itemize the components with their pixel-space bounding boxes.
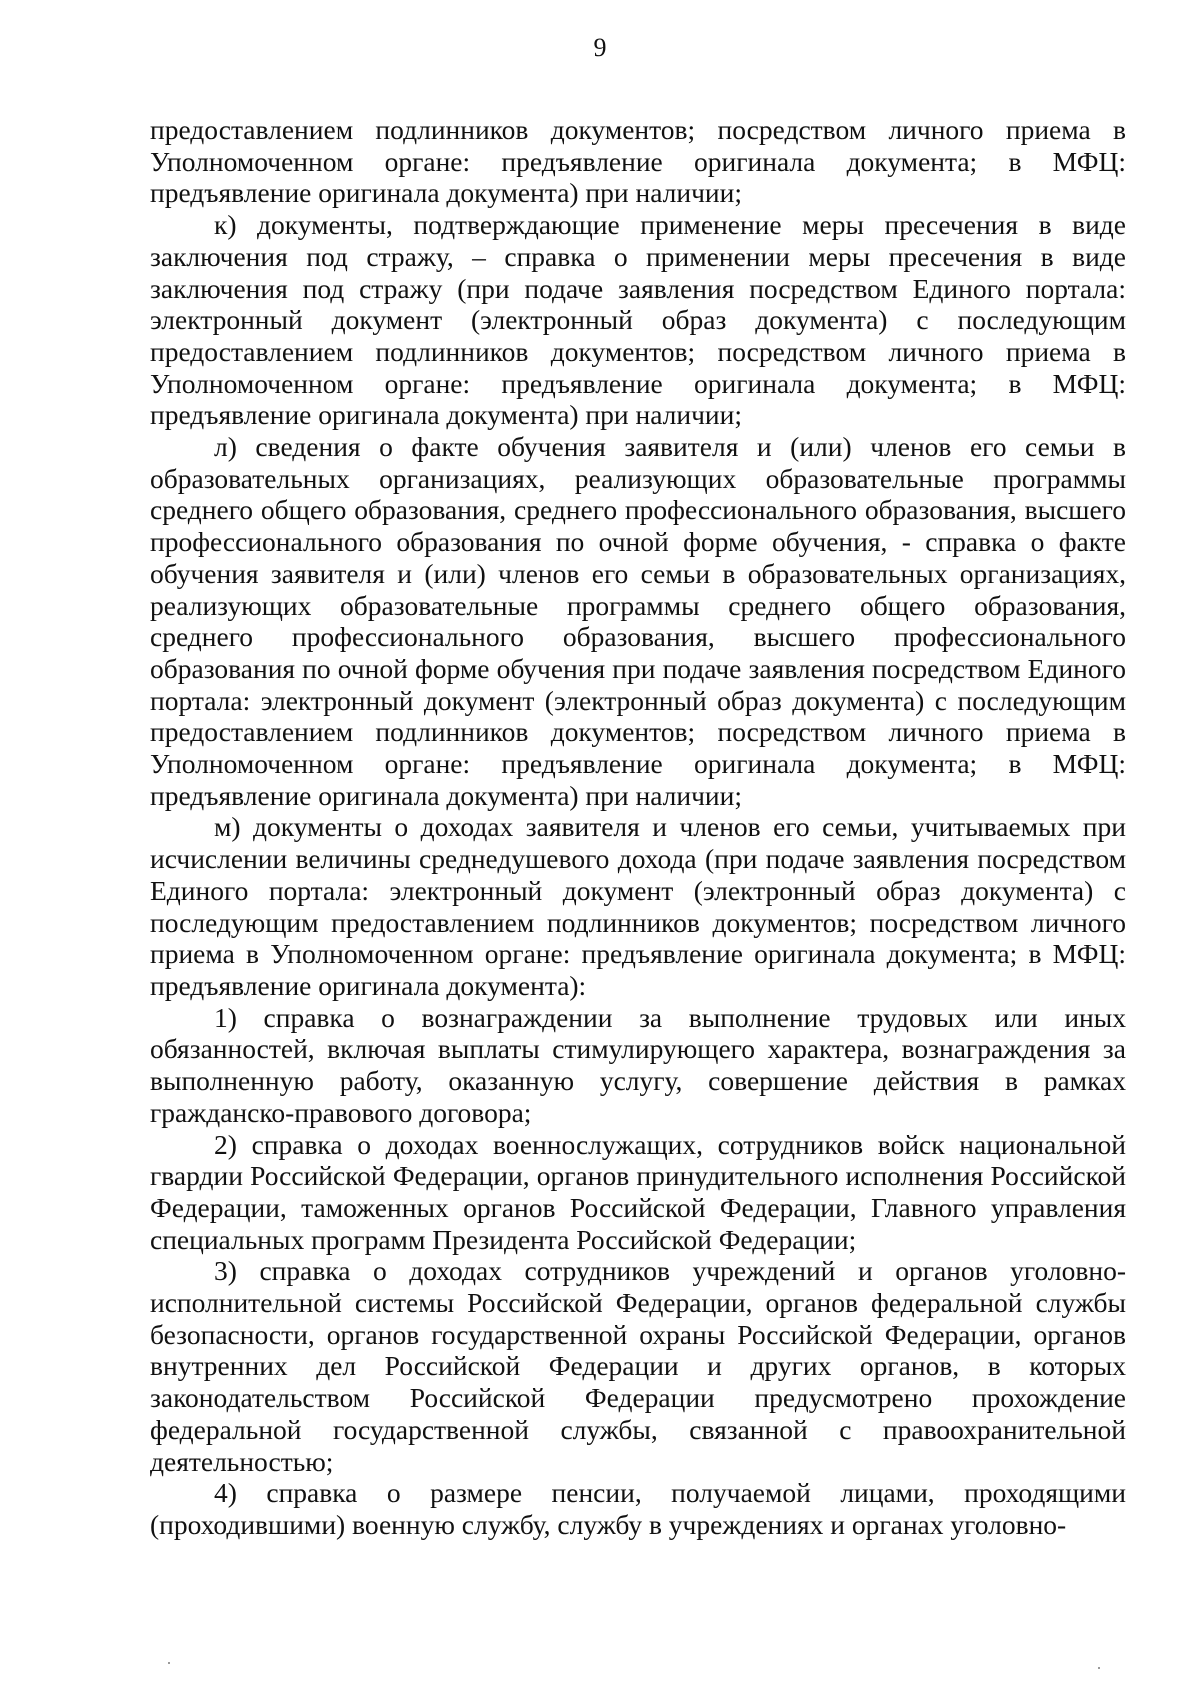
paragraph-continuation: предоставлением подлинников документов; посредством личного приема в Уполномоченном органе: предъявление оригинала документа; в МФЦ: предъявление оригинала документа) при наличии; [150, 114, 1126, 209]
paragraph-subitem-1: 1) справка о вознаграждении за выполнение трудовых или иных обязанностей, включая выплаты стимулирующего характера, вознаграждения за выполненную работу, оказанную услугу, совершение действия в рамках гражданско-правового договора; [150, 1001, 1126, 1128]
paragraph-item-k: к) документы, подтверждающие применение меры пресечения в виде заключения под стражу, – справка о применении меры пресечения в виде заключения под стражу (при подаче заявления посредством Единого портала: электронный документ (электронный образ документа) с последующим предоставлением подлинников документов; посредством личного приема в Уполномоченном органе: предъявление оригинала документа; в МФЦ: предъявление оригинала документа) при наличии; [150, 209, 1126, 431]
scan-speck-left [168, 1662, 170, 1664]
page-number: 9 [593, 33, 607, 62]
paragraph-subitem-2: 2) справка о доходах военнослужащих, сотрудников войск национальной гвардии Российской Федерации, органов принудительного исполнения Российской Федерации, таможенных органов Российской Федерации, Главного управления специальных программ Президента Российской Федерации; [150, 1128, 1126, 1255]
paragraph-item-m: м) документы о доходах заявителя и членов его семьи, учитываемых при исчислении величины среднедушевого дохода (при подаче заявления посредством Единого портала: электронный документ (электронный образ документа) с последующим предоставлением подлинников документов; посредством личного приема в Уполномоченном органе: предъявление оригинала документа; в МФЦ: предъявление оригинала документа): [150, 811, 1126, 1001]
document-body [150, 114, 1126, 1541]
paragraph-item-l: л) сведения о факте обучения заявителя и (или) членов его семьи в образовательных организациях, реализующих образовательные программы среднего общего образования, среднего профессионального образования, высшего профессионального образования по очной форме обучения, - справка о факте обучения заявителя и (или) членов его семьи в образовательных организациях, реализующих образовательные программы среднего общего образования, среднего профессионального образования, высшего профессионального образования по очной форме обучения при подаче заявления посредством Единого портала: электронный документ (электронный образ документа) с последующим предоставлением подлинников документов; посредством личного приема в Уполномоченном органе: предъявление оригинала документа; в МФЦ: предъявление оригинала документа) при наличии; [150, 431, 1126, 811]
paragraph-subitem-3: 3) справка о доходах сотрудников учреждений и органов уголовно-исполнительной системы Российской Федерации, органов федеральной службы безопасности, органов государственной охраны Российской Федерации, органов внутренних дел Российской Федерации и других органов, в которых законодательством Российской Федерации предусмотрено прохождение федеральной государственной службы, связанной с правоохранительной деятельностью; [150, 1255, 1126, 1477]
paragraph-subitem-4: 4) справка о размере пенсии, получаемой лицами, проходящими (проходившими) военную службу, службу в учреждениях и органах уголовно- [150, 1477, 1126, 1540]
scan-speck-right [1098, 1667, 1100, 1669]
